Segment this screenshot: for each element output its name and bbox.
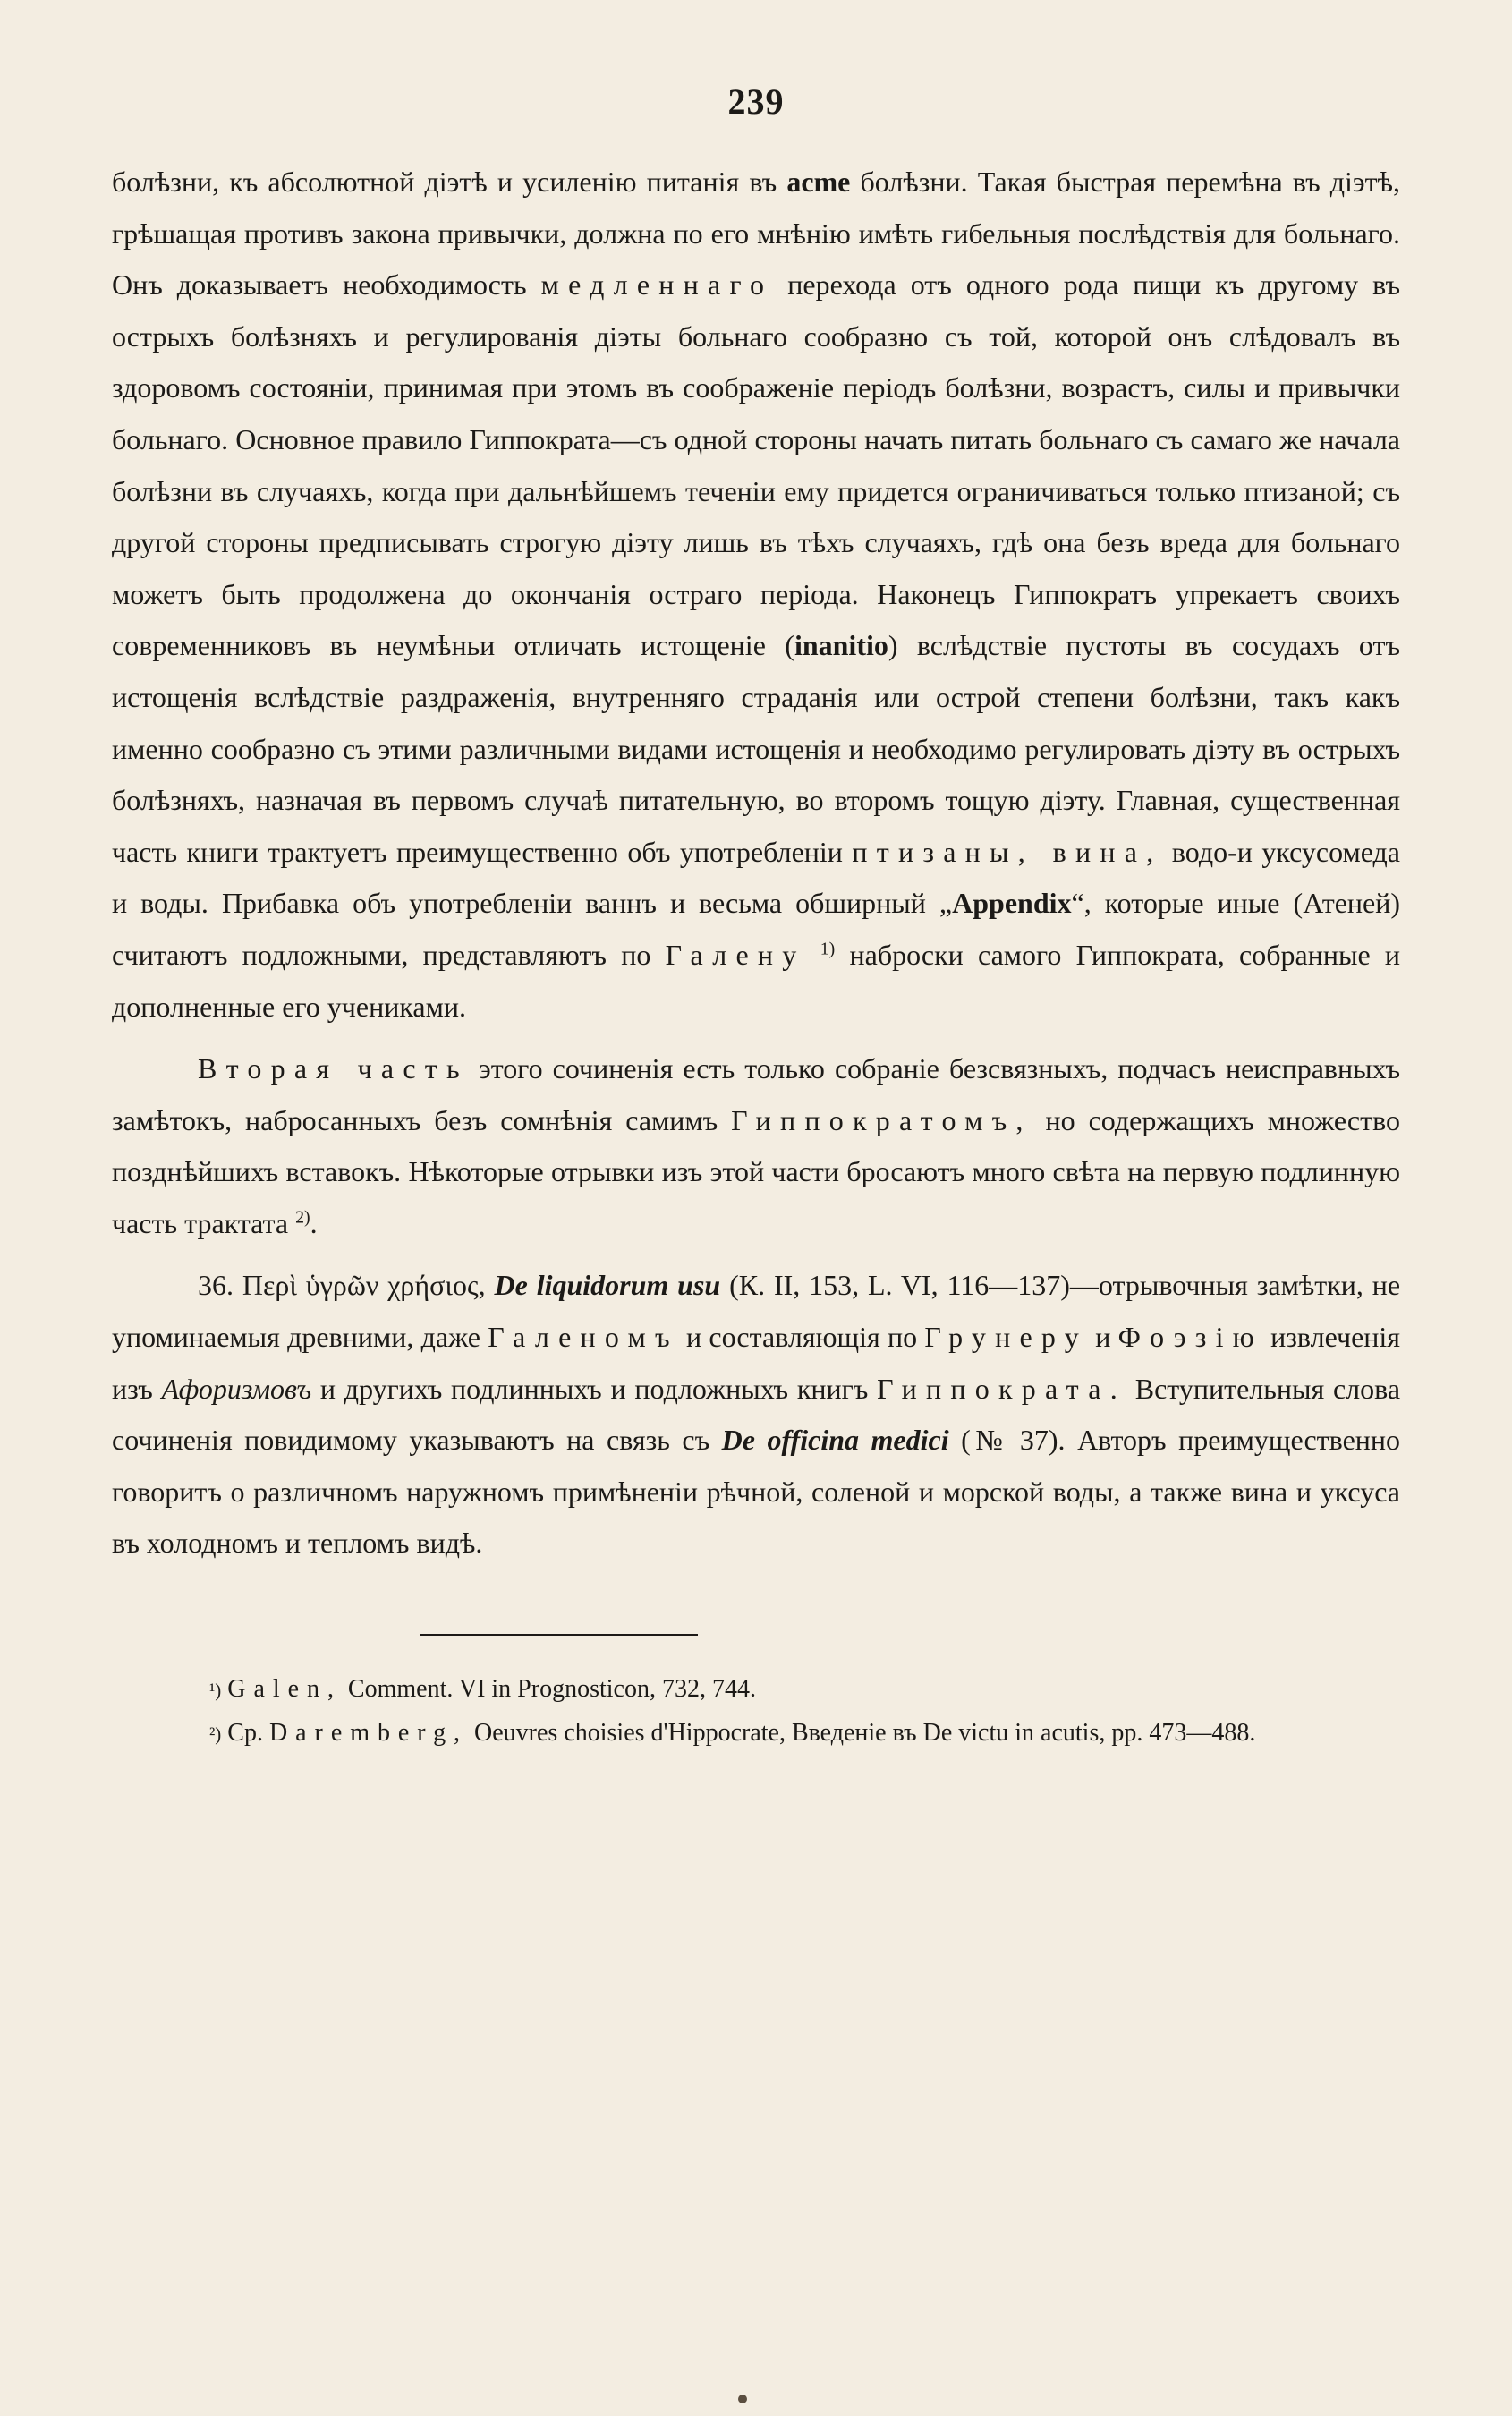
footnote-mark: ²) (209, 1723, 222, 1746)
text-run (806, 939, 820, 971)
text-run: болѣзни. Такая быстрая перемѣна въ діэтѣ, грѣшащая противъ закона привычки, должна по его мнѣнію имѣть гибельныя послѣдствія для больнаго. Онъ доказываетъ необходимость (112, 166, 1400, 302)
page-number: 239 (727, 81, 785, 122)
spaced-name-daremberg: Daremberg, (268, 1719, 469, 1748)
text-run: Comment. VI in Prognosticon, 732, 744. (341, 1675, 756, 1704)
main-text (112, 157, 1400, 1570)
text-run: Oeuvres choisies d'Hippocrate, Введеніе въ De victu in acutis, pp. 473—488. (468, 1719, 1256, 1748)
text-run: и другихъ подлинныхъ и подложныхъ книгъ (311, 1372, 878, 1405)
text-run: но содержащихъ множество позднѣйшихъ вставокъ. Нѣкоторые отрывки изъ этой части бросаютъ много свѣта на первую подлинную часть трактата (112, 1103, 1401, 1239)
paragraph-diet-in-acute-diseases (112, 157, 1400, 1033)
spaced-name-foes: Фоэзію (1117, 1321, 1263, 1354)
footnote-mark: ¹) (209, 1680, 222, 1702)
paragraph-entry-36 (112, 1260, 1400, 1570)
footnote-ref-1[interactable]: 1) (820, 939, 836, 959)
spaced-emphasis: птизаны, вина, (852, 835, 1163, 868)
spaced-name-hippocrates: Гиппократа. (877, 1372, 1126, 1405)
footnote-1 (112, 1668, 1400, 1712)
spaced-name-galen: Galen, (227, 1675, 342, 1704)
text-run: ) вслѣдствіе пустоты въ сосудахъ отъ истощенія вслѣдствіе раздраженія, внутренняго страданія или острой степени болѣзни, такъ какъ именно сообразно съ этими различными видами истощенія и необходимо регулировать діэту въ острыхъ болѣзняхъ, назначая въ первомъ случаѣ питательную, во второмъ тощую діэту. Главная, существенная часть книги трактуетъ преимущественно объ употребленіи (112, 629, 1401, 868)
text-run: водо-и уксусомеда и воды. Прибавка объ употребленіи ваннъ и весьма обширный „ (112, 835, 1401, 920)
footnote-2 (112, 1712, 1400, 1756)
latin-term-inanitio: inanitio (794, 629, 888, 662)
latin-term-acme: acme (786, 166, 851, 198)
text-run: наброски самого Гиппократа, собранные и дополненные его учениками. (112, 938, 1401, 1023)
footnote-ref-2[interactable]: 2) (295, 1207, 310, 1228)
spaced-name-galen: Галену (665, 938, 806, 971)
text-run: . (310, 1206, 318, 1239)
text-run: и составляющія по (678, 1321, 925, 1354)
page-speck (738, 2395, 747, 2403)
text-run: “, которые иные (Атеней) считаютъ подложными, представляютъ по (112, 887, 1400, 971)
spaced-emphasis: медленнаго (540, 268, 774, 302)
text-run: Cp. (221, 1719, 269, 1748)
greek-title: Περὶ ὑγρῶν χρήσιος, (242, 1269, 486, 1302)
text-run: (№ 37). Авторъ преимущественно говоритъ о различномъ наружномъ примѣненіи рѣчной, соленой и морской воды, а также вина и уксуса въ холодномъ и тепломъ видѣ. (112, 1424, 1401, 1560)
text-run: (К. II, 153, L. VI, 116—137)—отрывочныя замѣтки, не упоминаемыя древними, даже (112, 1269, 1401, 1354)
text-run: извлеченія изъ (112, 1321, 1401, 1405)
paragraph-second-part (112, 1043, 1400, 1249)
text-run: Вступительныя слова сочиненія повидимому указываютъ на связь съ (112, 1372, 1401, 1457)
italic-title-aphorisms: Афоризмовъ (161, 1372, 312, 1405)
spaced-name-galen: Галеномъ (488, 1321, 679, 1354)
footnote-divider (420, 1634, 698, 1636)
text-run: перехода отъ одного рода пищи къ другому въ острыхъ болѣзняхъ и регулированія діэты больнаго сообразно съ той, которой онъ слѣдовалъ въ здоровомъ состояніи, принимая при этомъ въ соображеніе періодъ болѣзни, возрастъ, силы и привычки больнаго. Основное правило Гиппократа—съ одной стороны начать питать больнаго съ самаго же начала болѣзни въ случаяхъ, когда при дальнѣйшемъ теченіи ему придется ограничиваться только птизаной; съ другой стороны предписывать строгую діэту лишь въ тѣхъ случаяхъ, гдѣ она безъ вреда для больнаго можетъ быть продолжена до окончанія остраго періода. Наконецъ Гиппократъ упрекаетъ своихъ современниковъ въ неумѣньи отличать истощеніе ( (112, 268, 1401, 662)
spaced-name-gruner: Грунеру (924, 1321, 1088, 1354)
text-run: болѣзни, къ абсолютной діэтѣ и усиленію питанія въ (112, 166, 787, 198)
spaced-emphasis: Вторая часть (198, 1052, 469, 1085)
spaced-name-hippocrates: Гиппократомъ, (731, 1103, 1032, 1136)
text-run: и (1088, 1321, 1118, 1354)
text-run (486, 1269, 495, 1301)
footnotes (112, 1668, 1400, 1756)
latin-term-appendix: Appendix (952, 887, 1072, 920)
latin-title: De officina medici (721, 1424, 949, 1457)
text-run: этого сочиненія есть только собраніе безсвязныхъ, подчасъ неисправныхъ замѣтокъ, набросанныхъ безъ сомнѣнія самимъ (112, 1052, 1400, 1136)
latin-title: De liquidorum usu (494, 1269, 721, 1302)
entry-number: 36. (198, 1269, 242, 1302)
